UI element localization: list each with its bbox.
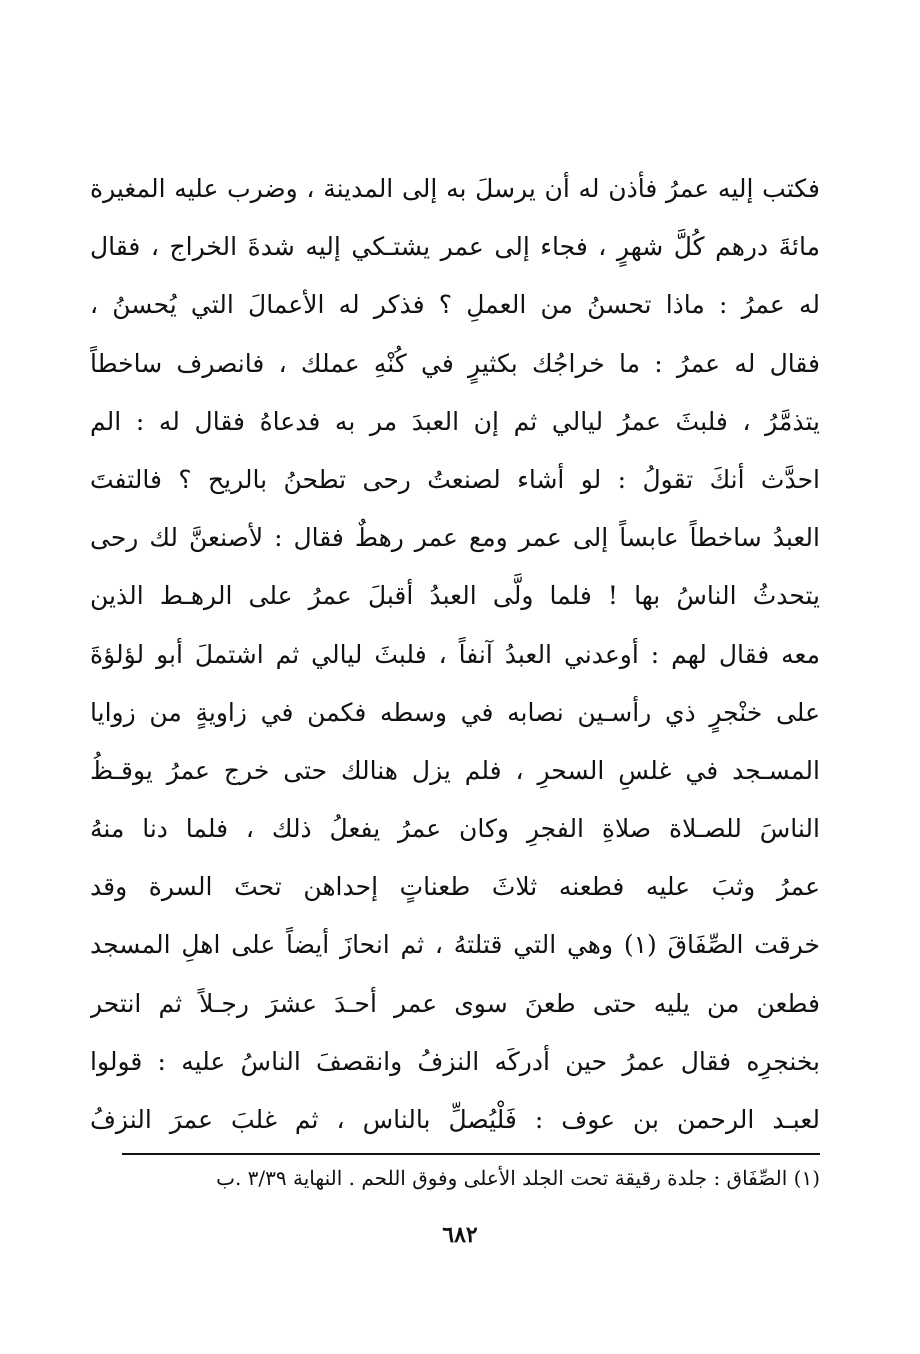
page-body — [90, 160, 820, 1195]
text-line: فطعن من يليه حتى طعنَ سوى عمر أحـدَ عشرَ رجـلاً ثم انتحر — [90, 988, 820, 1018]
text-line: لعبـد الرحمن بن عوف : فَلْيُصلِّ بالناس ، ثم غلبَ عمرَ النزفُ — [90, 1105, 820, 1134]
text-line: له عمرُ : ماذا تحسنُ من العملِ ؟ فذكر له الأعمالَ التي يُحسنُ ، — [90, 290, 820, 320]
text-line: يتذمَّرُ ، فلبثَ عمرُ ليالي ثم إن العبدَ مر به فدعاهُ فقال له : الم — [90, 406, 820, 436]
text-line: خرقت الصِّفَاقَ (١) وهي التي قتلتهُ ، ثم انحازَ أيضاً على اهلِ المسجد — [90, 930, 820, 960]
text-line: مائةَ درهم كُلَّ شهرٍ ، فجاء إلى عمر يشتـكي إليه شدةَ الخراج ، فقال — [90, 232, 820, 262]
text-line: معه فقال لهم : أوعدني العبدُ آنفاً ، فلبثَ ليالي ثم اشتملَ أبو لؤلؤةَ — [90, 639, 820, 669]
text-line: فقال له عمرُ : ما خراجُك بكثيرٍ في كُنْهِ عملك ، فانصرف ساخطاً — [90, 348, 820, 378]
text-line: عمرُ وثبَ عليه فطعنه ثلاثَ طعناتٍ إحداهن تحتَ السرة وقد — [90, 872, 820, 902]
text-line: المسـجد في غلسِ السحرِ ، فلم يزل هنالك حتى خرج عمرُ يوقـظُ — [90, 755, 820, 785]
text-line: على خنْجرٍ ذي رأسـين نصابه في وسطه فكمن في زاويةٍ من زوايا — [90, 697, 820, 727]
page-number: ٦٨٢ — [442, 1222, 478, 1248]
text-line: بخنجرِه فقال عمرُ حين أدركَه النزفُ وانقصفَ الناسُ عليه : قولوا — [90, 1046, 820, 1076]
footnote: (١) الصِّفَاق : جلدة رقيقة تحت الجلد الأعلى وفوق اللحم . النهاية ٣/٣٩ .ب — [216, 1166, 820, 1191]
text-line: العبدُ ساخطاً عابساً إلى عمر ومع عمر رهطٌ فقال : لأصنعنَّ لك رحى — [90, 523, 820, 553]
text-line: فكتب إليه عمرُ فأذن له أن يرسلَ به إلى المدينة ، وضرب عليه المغيرة — [90, 174, 820, 203]
footnote-divider — [122, 1153, 820, 1155]
text-line: احدَّث أنكَ تقولُ : لو أشاء لصنعتُ رحى تطحنُ بالريح ؟ فالتفتَ — [90, 464, 820, 494]
text-line: الناسَ للصـلاة صلاةِ الفجرِ وكان عمرُ يفعلُ ذلك ، فلما دنا منهُ — [90, 814, 820, 844]
text-line: يتحدثُ الناسُ بها ! فلما ولَّى العبدُ أقبلَ عمرُ على الرهـط الذين — [90, 581, 820, 611]
body-text — [90, 160, 820, 1149]
